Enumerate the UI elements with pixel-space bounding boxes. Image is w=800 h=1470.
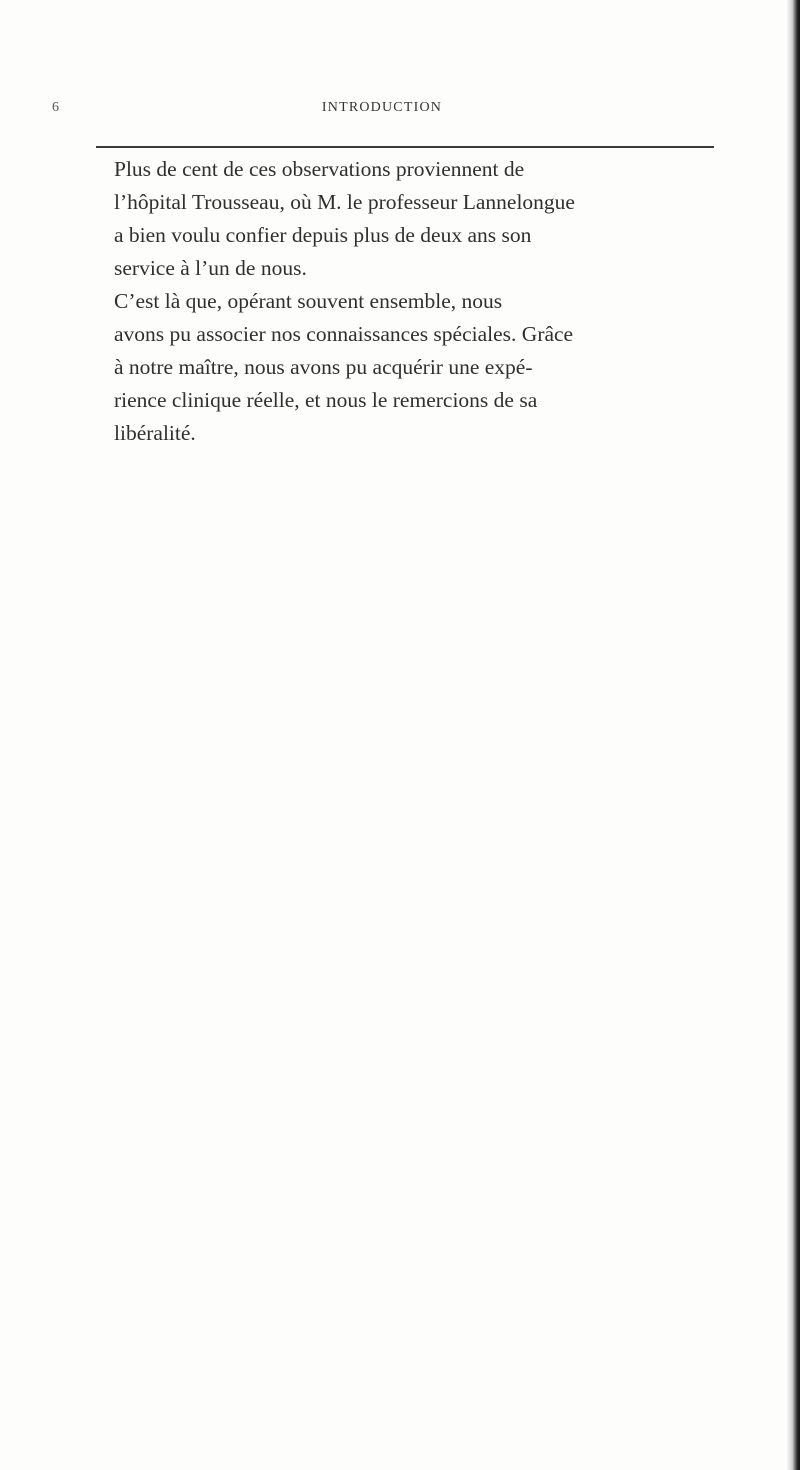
page-number: 6: [52, 100, 59, 115]
text-line: libéralité.: [114, 421, 196, 445]
text-line: rience clinique réelle, et nous le remercions de sa: [114, 388, 538, 412]
text-line: C’est là que, opérant souvent ensemble, nous: [114, 289, 503, 313]
text-line: Plus de cent de ces observations proviennent de: [114, 157, 525, 181]
text-line: avons pu associer nos connaissances spéciales. Grâce: [114, 322, 574, 346]
body-text: [96, 153, 714, 450]
paragraph-1: [96, 153, 714, 285]
running-title: INTRODUCTION: [321, 100, 443, 115]
text-line: a bien voulu confier depuis plus de deux ans son: [114, 223, 532, 247]
header-rule: [96, 146, 714, 148]
paragraph-2: [96, 285, 714, 450]
text-line: à notre maître, nous avons pu acquérir une expé-: [114, 355, 533, 379]
text-line: l’hôpital Trousseau, où M. le professeur Lannelongue: [114, 190, 575, 214]
text-line: service à l’un de nous.: [114, 256, 307, 280]
page-edge-shadow: [786, 0, 800, 1470]
running-header: [52, 82, 712, 115]
